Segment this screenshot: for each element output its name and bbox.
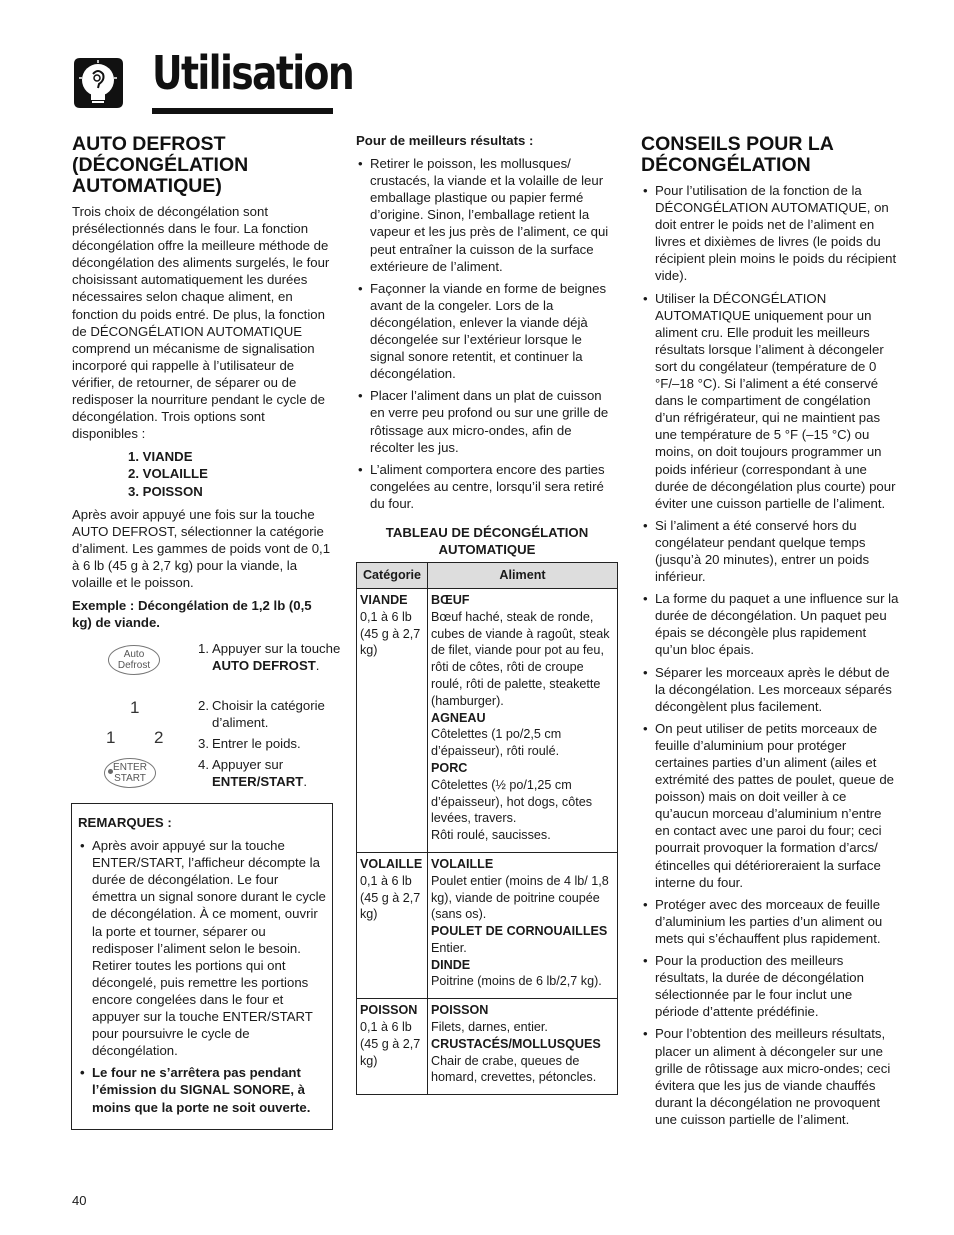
- conseils-list: [641, 182, 899, 1128]
- conseil-item: • Séparer les morceaux après le début de la décongélation. Les morceaux séparés décongèlent plus facilement.: [641, 664, 899, 715]
- step-text: Choisir la catégorie d’aliment.: [212, 698, 325, 731]
- digit-key-1: 1: [106, 728, 116, 748]
- category-name: POISSON: [360, 1003, 418, 1018]
- weight-range: 0,1 à 6 lb (45 g à 2,7 kg): [360, 873, 421, 922]
- defrost-options: [72, 448, 334, 499]
- step-key: ENTER/START: [212, 774, 304, 790]
- table-row: [357, 588, 618, 852]
- conseil-item: • Utiliser la DÉCONGÉLATION AUTOMATIQUE uniquement pour un aliment cru. Elle produit les meilleurs résultats lorsque l’aliment à décongeler sort du congélateur (température de 0 °F/–18 °C). Si l’aliment a été conservé dans le compartiment de congélation d’un réfrigérateur, qui ne maintient pas une température de 5 °F (–15 °C) ou moins, on doit toujours programmer un poids inférieur (correspondant à une durée de décongélation plus courte) pour éviter une cuisson partielle de l’aliment.: [641, 290, 899, 512]
- column-header: Aliment: [428, 563, 618, 589]
- auto-defrost-intro: Trois choix de décongélation sont présélectionnés dans le four. La fonction décongélation offre la meilleure méthode de décongélation des aliments surgelés, le four choisissant automatiquement les durées nécessaires selon chaque aliment, en fonction du poids entré. De plus, la fonction de DÉCONGÉLATION AUTOMATIQUE comprend un mécanisme de signalisation incorporé qui rappelle à l’utilisateur de vérifier, de retourner, de séparer ou de redisposer la nourriture pendant le cycle de décongélation. Trois options sont disponibles :: [72, 204, 330, 442]
- step-4: [198, 756, 352, 790]
- food-cell: [428, 999, 618, 1095]
- table-row: [357, 999, 618, 1095]
- auto-defrost-after: Après avoir appuyé une fois sur la touche AUTO DEFROST, sélectionner la catégorie d’aliment. Les gammes de poids vont de 0,1 à 6 lb (45 g à 2,7 kg) pour la viande, la volaille et le poisson.: [72, 506, 331, 590]
- step-end: .: [303, 774, 308, 790]
- food-heading: POULET DE CORNOUAILLES: [431, 924, 608, 939]
- left-column: [72, 133, 341, 790]
- food-heading: AGNEAU: [431, 710, 486, 725]
- key-label: Auto: [123, 649, 145, 661]
- step-1: [198, 640, 352, 674]
- table-header-row: [357, 563, 618, 589]
- right-column: [641, 134, 899, 1133]
- remarques-title: REMARQUES :: [78, 815, 172, 830]
- step-3: [198, 735, 352, 752]
- weight-range: 0,1 à 6 lb (45 g à 2,7 kg): [360, 1020, 421, 1068]
- food-heading: CRUSTACÉS/MOLLUSQUES: [431, 1036, 601, 1051]
- table-row: [357, 852, 618, 998]
- best-results-item: • Façonner la viande en forme de beignes avant de la congeler. Lors de la décongélation, enlever la viande déjà décongelée sur l’extérieur lorsque le signal sonore retentit, et continuer la décongélation.: [356, 280, 618, 383]
- example-text: Exemple : Décongélation de 1,2 lb (0,5 kg) de viande.: [72, 598, 312, 631]
- food-cell: [428, 588, 618, 852]
- title-underline: [152, 108, 333, 114]
- step-number: 2.: [198, 698, 209, 714]
- auto-defrost-key: [108, 645, 160, 675]
- food-text: Chair de crabe, queues de homard, crevettes, pétoncles.: [431, 1053, 597, 1085]
- step-key: AUTO DEFROST: [212, 658, 316, 674]
- food-text: Côtelettes (½ po/1,25 cm d’épaisseur), hot dogs, côtes levées, travers.: [431, 777, 593, 826]
- best-results-item: • Retirer le poisson, les mollusques/ crustacés, la viande et la volaille de leur emballage plastique ou papier fermé d’origine. Sinon, l’emballage retient la vapeur et les jus près de l’aliment, ce qui peut entraîner la cuisson de la surface extérieure de l’aliment.: [356, 155, 618, 275]
- best-results-item: • L’aliment comportera encore des parties congelées au centre, lorsqu’il sera retiré du four.: [356, 461, 618, 512]
- digit-key-2: 2: [154, 728, 164, 748]
- page-number: 40: [72, 1193, 87, 1208]
- food-heading: PORC: [431, 760, 468, 775]
- step-text: Entrer le poids.: [212, 736, 301, 752]
- best-results-list: [356, 155, 618, 512]
- middle-column: [356, 132, 618, 1095]
- conseil-item: • La forme du paquet a une influence sur la durée de décongélation. Un paquet peu épais se décongèle plus rapidement qu’un bloc épais.: [641, 590, 899, 658]
- step-end: .: [315, 658, 320, 674]
- conseil-item: • Protéger avec des morceaux de feuille d’aluminium les parties d’un aliment ou mets qui s’échauffent plus rapidement.: [641, 896, 899, 947]
- step-number: 4.: [198, 757, 209, 773]
- key-label: ENTER: [113, 762, 147, 774]
- step-number: 1.: [198, 641, 209, 657]
- step-number: 3.: [198, 736, 209, 752]
- food-text: Côtelettes (1 po/2,5 cm d’épaisseur), rôti roulé.: [431, 727, 562, 759]
- remarques-box: [71, 803, 333, 1130]
- food-text: Poulet entier (moins de 4 lb/ 1,8 kg), viande de poitrine coupée (sans os).: [431, 873, 609, 922]
- food-heading: POISSON: [431, 1003, 489, 1018]
- food-cell: [428, 852, 618, 998]
- conseil-item: • Si l’aliment a été conservé hors du congélateur pendant quelque temps (jusqu’à 20 minutes), entrer un poids inférieur.: [641, 517, 899, 585]
- remarque-item: • Après avoir appuyé sur la touche ENTER/START, l’afficheur décompte la durée de décongélation. Le four émettra un signal sonore durant le cycle de décongélation. À ce moment, ouvrir la porte et tourner, séparer ou redisposer l’aliment selon le besoin. Retirer toutes les portions qui ont décongelé, puis remettre les portions encore congelées dans le four et appuyer sur la touche ENTER/START pour poursuivre le cycle de décongélation.: [78, 837, 326, 1059]
- option-item: 2. VOLAILLE: [128, 466, 208, 482]
- table-title: TABLEAU DE DÉCONGÉLATION AUTOMATIQUE: [385, 524, 589, 558]
- digit-key-1: 1: [130, 698, 140, 718]
- step-text: Appuyer sur: [212, 757, 284, 773]
- best-results-item: • Placer l’aliment dans un plat de cuisson en verre peu profond ou sur une grille de rôtissage aux micro-ondes, afin de récolter les jus.: [356, 387, 618, 455]
- page-title: Utilisation: [152, 46, 354, 100]
- category-cell: [357, 588, 428, 852]
- step-2: [198, 697, 352, 731]
- steps-block: [72, 637, 341, 790]
- option-item: 3. POISSON: [128, 483, 203, 499]
- food-text: Entier.: [431, 940, 467, 955]
- option-item: 1. VIANDE: [128, 449, 193, 465]
- weight-range: 0,1 à 6 lb (45 g à 2,7 kg): [360, 609, 421, 658]
- key-label: Defrost: [117, 660, 151, 672]
- food-text: Rôti roulé, saucisses.: [431, 828, 551, 843]
- lightbulb-icon: [71, 56, 125, 110]
- food-text: Bœuf haché, steak de ronde, cubes de viande à ragoût, steak de filet, viande pour pot au feu, rôti de côtes, rôti de croupe roulé, rôti de palette, steakette (hamburger).: [431, 609, 610, 708]
- food-heading: BŒUF: [431, 592, 470, 607]
- key-label: START: [114, 773, 146, 785]
- conseils-heading: CONSEILS POUR LA DÉCONGÉLATION: [641, 133, 834, 176]
- auto-defrost-heading: AUTO DEFROST (DÉCONGÉLATION AUTOMATIQUE): [72, 133, 249, 197]
- remarques-list: [78, 837, 326, 1116]
- category-cell: [357, 852, 428, 998]
- conseil-item: • Pour l’utilisation de la fonction de la DÉCONGÉLATION AUTOMATIQUE, on doit entrer le poids net de l’aliment en livres et dixièmes de livres (le poids du récipient plein moins le poids du récipient vide).: [641, 182, 899, 285]
- defrost-table: [356, 562, 618, 1095]
- best-results-heading: Pour de meilleurs résultats :: [356, 133, 534, 148]
- food-heading: VOLAILLE: [431, 856, 494, 871]
- column-header: Catégorie: [357, 563, 428, 589]
- food-text: Filets, darnes, entier.: [431, 1020, 548, 1035]
- conseil-item: • Pour la production des meilleurs résultats, la durée de décongélation sélectionnée par le four inclut une période d’attente prédéfinie.: [641, 952, 899, 1020]
- step-text: Appuyer sur la touche: [212, 641, 341, 657]
- remarque-item: • Le four ne s’arrêtera pas pendant l’émission du SIGNAL SONORE, à moins que la porte ne soit ouverte.: [78, 1064, 326, 1115]
- food-heading: DINDE: [431, 957, 471, 972]
- category-name: VOLAILLE: [360, 856, 423, 871]
- conseil-item: • On peut utiliser de petits morceaux de feuille d’aluminium pour protéger certaines parties d’un aliment (ailes et extrémité des pattes de poulet, queue de poisson) mais on doit veiller à ce qu’aucun morceau d’aluminium n’entre en contact avec une paroi du four; ceci pourrait provoquer la formation d’arcs/ étincelles qui détérioreraient la surface interne du four.: [641, 720, 899, 891]
- category-name: VIANDE: [360, 592, 408, 607]
- conseil-item: • Pour l’obtention des meilleurs résultats, placer un aliment à décongeler sur une grille de rôtissage aux micro-ondes; ceci évitera que les jus de viande chauffés durant la décongélation ne provoquent une cuisson partielle de l’aliment.: [641, 1025, 899, 1128]
- food-text: Poitrine (moins de 6 lb/2,7 kg).: [431, 974, 602, 989]
- category-cell: [357, 999, 428, 1095]
